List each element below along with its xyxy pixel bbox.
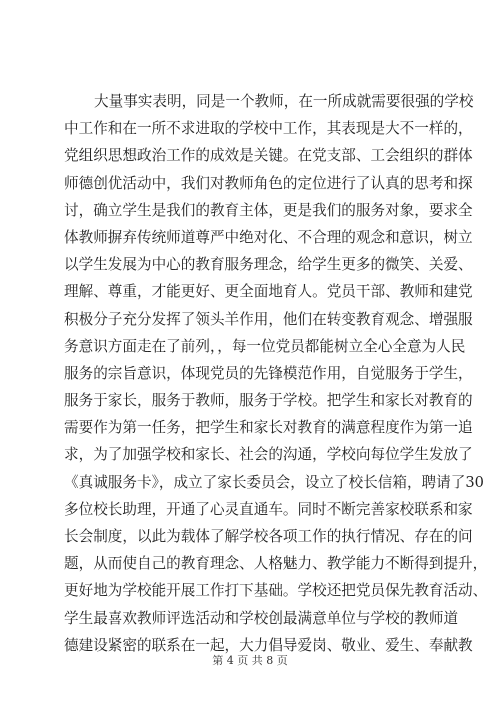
text-line: 求，为了加强学校和家长、社会的沟通，学校向每位学生发放了 xyxy=(64,446,473,464)
page-number: 第 4 页 共 8 页 xyxy=(212,654,288,667)
text-line: 服务的宗旨意识，体现党员的先锋模范作用，自觉服务于学生， xyxy=(64,364,473,382)
text-line: 需要作为第一任务，把学生和家长对教育的满意程度作为第一追 xyxy=(64,419,473,437)
text-line: 积极分子充分发挥了领头羊作用，他们在转变教育观念、增强服 xyxy=(64,310,473,328)
text-line: 题，从而使自己的教育理念、人格魅力、教学能力不断得到提升， xyxy=(64,555,488,573)
text-line: 长会制度，以此为载体了解学校各项工作的执行情况、存在的问 xyxy=(64,528,473,545)
text-line: 更好地为学校能开展工作打下基础。学校还把党员保先教育活动、 xyxy=(64,582,488,600)
text-line: 《真诚服务卡》，成立了家长委员会，设立了校长信箱，聘请了30 xyxy=(64,473,484,491)
text-line: 服务于家长，服务于教师，服务于学校。把学生和家长对教育的 xyxy=(64,392,473,410)
text-line: 理解、尊重，才能更好、更全面地育人。党员干部、教师和建党 xyxy=(64,283,473,301)
text-line: 中工作和在一所不求进取的学校中工作，其表现是大不一样的， xyxy=(64,120,473,138)
text-line: 多位校长助理，开通了心灵直通车。同时不断完善家校联系和家 xyxy=(64,500,473,518)
text-line: 讨，确立学生是我们的教育主体，更是我们的服务对象，要求全 xyxy=(64,201,473,219)
text-line: 以学生发展为中心的教育服务理念，给学生更多的微笑、关爱、 xyxy=(64,256,473,274)
body-text xyxy=(64,88,488,659)
text-line: 德建设紧密的联系在一起，大力倡导爱岗、敬业、爱生、奉献教 xyxy=(64,636,473,654)
text-line: 体教师摒弃传统师道尊严中绝对化、不合理的观念和意识，树立 xyxy=(64,228,473,246)
text-line: 务意识方面走在了前列，，每一位党员都能树立全心全意为人民 xyxy=(64,337,466,355)
text-line: 党组织思想政治工作的成效是关键。在党支部、工会组织的群体 xyxy=(64,147,473,165)
text-line: 大量事实表明，同是一个教师，在一所成就需要很强的学校 xyxy=(94,93,474,110)
text-line: 师德创优活动中，我们对教师角色的定位进行了认真的思考和探 xyxy=(64,174,473,192)
text-line: 学生最喜欢教师评选活动和学校创最满意单位与学校的教师道 xyxy=(64,609,459,627)
